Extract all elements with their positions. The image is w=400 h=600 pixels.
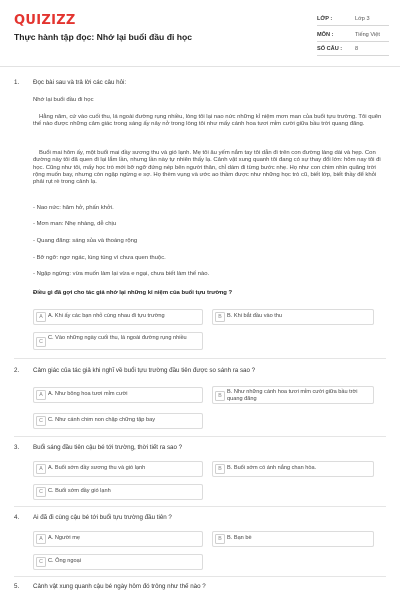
answer-option-a[interactable] <box>33 387 203 403</box>
answer-option-c[interactable] <box>33 413 203 429</box>
option-letter-badge: A <box>36 534 46 544</box>
story-title: Nhớ lại buổi đầu đi học <box>33 97 94 103</box>
question-text: Cảnh vật xung quanh cậu bé ngày hôm đó trông như thế nào ? <box>33 583 206 590</box>
question-divider <box>14 506 386 507</box>
option-letter-badge: B <box>215 534 225 544</box>
story-paragraph-2: Buổi mai hôm ấy, một buổi mai đầy sương thu và gió lạnh. Mẹ tôi âu yếm nắm tay tôi dẫn đi trên con đường làng dài và hẹp. Con đường này tôi đã quen đi lại lắm lần, nhưng lần này tự nhiên thấy lạ. Cảnh vật xung quanh tôi đang có sự thay đổi lớn: hôm nay tôi đi học. Cũng như tôi, mấy học trò mới bỡ ngỡ đứng nép bên người thân, chỉ dám đi từng bước nhẹ. Họ như con chim nhìn quãng trời rộng muốn bay, nhưng còn ngập ngừng e sợ. Họ thèm vụng và ước ao thầm được như những học trò cũ, biết lớp, biết thầy để khỏi phải rụt rè trong cảnh lạ. <box>33 150 381 186</box>
option-text: C. Như cánh chim non chập chững tập bay <box>48 417 155 423</box>
answer-option-b[interactable] <box>212 386 374 404</box>
meta-subject-key: MÔN : <box>317 32 334 38</box>
worksheet-header <box>0 0 400 64</box>
option-text: A. Buổi sớm đầy sương thu và gió lạnh <box>48 465 146 471</box>
question-number: 1. <box>14 79 20 86</box>
question-number: 4. <box>14 514 20 521</box>
meta-count-key: SỐ CÂU : <box>317 46 343 52</box>
question-text: Buổi sáng đầu tiên cậu bé tới trường, thời tiết ra sao ? <box>33 444 183 451</box>
question-divider <box>14 436 386 437</box>
meta-divider <box>317 55 389 56</box>
option-text: A. Người mẹ <box>48 535 80 541</box>
option-letter-badge: A <box>36 312 46 322</box>
question-divider <box>14 576 386 577</box>
answer-option-c[interactable] <box>33 554 203 570</box>
glossary-item: - Quang đãng: sáng sủa và thoáng rộng <box>33 238 138 244</box>
option-letter-badge: A <box>36 464 46 474</box>
question-number: 3. <box>14 444 20 451</box>
question-text: Điều gì đã gợi cho tác giả nhớ lại những kỉ niệm của buổi tựu trường ? <box>33 290 233 296</box>
option-letter-badge: C <box>36 557 46 567</box>
meta-grade-key: LỚP : <box>317 16 333 22</box>
answer-option-b[interactable] <box>212 531 374 547</box>
answer-option-b[interactable] <box>212 309 374 325</box>
answer-option-c[interactable] <box>33 484 203 500</box>
option-text: B. Như những cánh hoa tươi mỉm cười giữa bầu trời quang đãng <box>227 389 358 402</box>
answer-option-b[interactable] <box>212 461 374 477</box>
answer-option-a[interactable] <box>33 531 203 547</box>
option-text: A. Như bông hoa tươi mỉm cười <box>48 391 128 397</box>
meta-divider <box>317 41 389 42</box>
meta-count-value: 8 <box>355 46 359 52</box>
option-text: A. Khi ấy các bạn nhỏ cùng nhau đi tựu trường <box>48 313 165 319</box>
option-text: B. Khi bắt đầu vào thu <box>227 313 283 319</box>
answer-option-a[interactable] <box>33 461 203 477</box>
meta-grade-value: Lớp 3 <box>355 16 370 22</box>
option-letter-badge: C <box>36 337 46 347</box>
glossary-item: - Ngập ngừng: vừa muốn làm lại vừa e ngại, chưa biết làm thế nào. <box>33 271 210 277</box>
option-text: B. Bạn bè <box>227 535 252 541</box>
option-text: C. Ông ngoại <box>48 558 81 564</box>
question-text: Ai đã đi cùng cậu bé tới buổi tựu trường đầu tiên ? <box>33 514 172 521</box>
option-text: C. Buổi sớm đầy gió lạnh <box>48 488 111 494</box>
option-letter-badge: C <box>36 416 46 426</box>
meta-subject-value: Tiếng Việt <box>355 32 380 38</box>
question-prompt: Đọc bài sau và trả lời các câu hỏi: <box>33 79 127 86</box>
glossary-item: - Bỡ ngỡ: ngơ ngác, lúng túng vì chưa quen thuộc. <box>33 255 166 261</box>
option-text: C. Vào những ngày cuối thu, lá ngoài đường rụng nhiều <box>48 335 187 341</box>
meta-divider <box>317 25 389 26</box>
question-text: Cảm giác của tác giả khi nghĩ về buổi tựu trường đầu tiên được so sánh ra sao ? <box>33 367 256 374</box>
glossary-item: - Mơn man: Nhẹ nhàng, dễ chịu <box>33 221 117 227</box>
glossary-item: - Nao nức: hăm hở, phấn khởi. <box>33 205 114 211</box>
question-divider <box>14 358 386 359</box>
quizizz-logo: QUIZIZZ <box>14 13 76 28</box>
option-letter-badge: B <box>215 391 225 401</box>
option-letter-badge: B <box>215 464 225 474</box>
question-number: 5. <box>14 583 20 590</box>
story-paragraph-1: Hằng năm, cứ vào cuối thu, lá ngoài đường rụng nhiều, lòng tôi lại nao nức những kỉ niệm mơn man của buổi tựu trường. Tôi quên thế nào được những cảm giác trong sáng ấy nảy nở trong lòng tôi như mấy cánh hoa tươi mỉm cười giữa bầu trời quang đãng. <box>33 114 382 128</box>
option-letter-badge: A <box>36 390 46 400</box>
option-text: B. Buổi sớm có ánh nắng chan hòa. <box>227 465 317 471</box>
answer-option-a[interactable] <box>33 309 203 325</box>
question-number: 2. <box>14 367 20 374</box>
answer-option-c[interactable] <box>33 332 203 350</box>
option-letter-badge: B <box>215 312 225 322</box>
worksheet-title: Thực hành tập đọc: Nhớ lại buổi đầu đi học <box>14 32 192 42</box>
option-letter-badge: C <box>36 487 46 497</box>
header-divider <box>0 66 400 67</box>
